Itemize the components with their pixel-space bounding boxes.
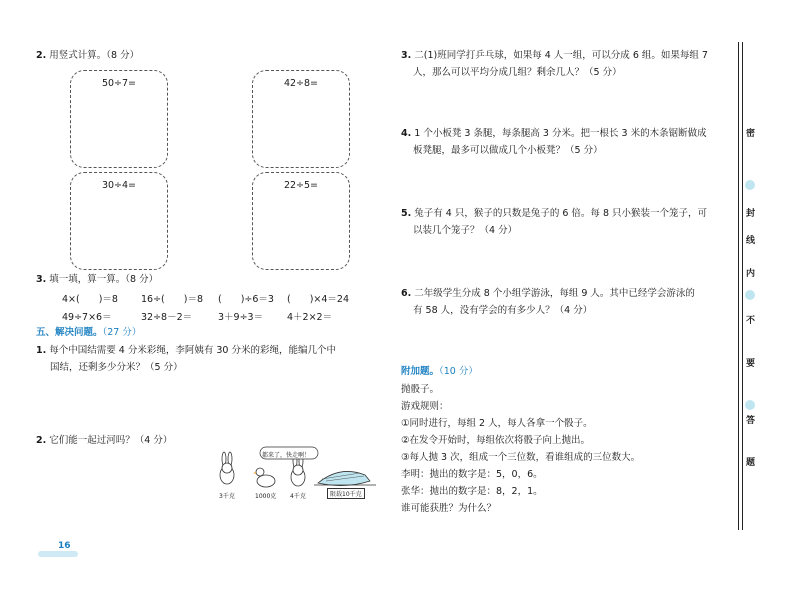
calc-box-1[interactable]: 50÷7= [70,70,168,168]
binding-line [742,42,743,530]
fill-item-3[interactable]: ( )÷6＝3 [218,294,274,305]
boat-icon [314,471,376,485]
q2-title: 2. 用竖式计算。（8 分） [36,50,140,61]
binding-line [738,42,739,530]
bonus-body: 抛骰子。 游戏规则： ①同时进行，每组 2 人，每人各拿一个骰子。 ②在发令开始时，每组依次将骰子向上抛出。 ③每人抛 3 次，组成一个三位数，看谁组成的三位数大。 李明：抛出的数字是：5，0，6。 张华：抛出的数字是：8，2，1。 谁可能获胜？为什么？ [401,384,641,514]
page-number: 16 [58,541,71,551]
seal-char: 题 [746,458,756,468]
problem-5: 5. 兔子有 4 只，猴子的只数是兔子的 6 倍。每 8 只小猴装一个笼子，可 以装几个笼子？（4 分） [401,208,708,236]
calc-item-1[interactable]: 49÷7×6＝ [62,312,112,323]
problem-6: 6. 二年级学生分成 8 个小组学游泳，每组 9 人。其中已经学会游泳的 有 58 人，没有学会的有多少人？（4 分） [401,288,695,316]
seal-char: 答 [746,416,756,426]
calc-box-3[interactable]: 30÷4= [70,172,168,270]
seal-char: 封 [746,209,756,219]
bonus-title: 附加题。（10 分） [401,366,478,377]
fill-item-1[interactable]: 4×( )＝8 [62,294,118,305]
calc-box-4[interactable]: 22÷5= [252,172,350,270]
seal-dot [745,290,755,300]
weight-label-1: 3千克 [219,493,235,500]
fill-item-4[interactable]: ( )×4＝24 [287,294,350,305]
seal-dot [745,400,755,410]
problem-2: 2. 它们能一起过河吗？（4 分） [36,435,173,446]
seal-char: 要 [746,359,756,369]
seal-char: 线 [746,236,756,246]
problem-1: 1. 每个中国结需要 4 分米彩绳，李阿姨有 30 分米的彩绳，能编几个中 国结，还剩多少分米？（5 分） [36,345,336,373]
seal-char: 密 [746,129,756,139]
weight-label-3: 4千克 [290,493,306,500]
seal-char: 内 [746,269,756,279]
calc-item-4[interactable]: 4＋2×2＝ [287,312,333,323]
seal-dot [745,180,755,190]
q3-title: 3. 填一填，算一算。（8 分） [36,274,159,285]
page-number-bar [38,551,78,557]
weight-label-2: 1000克 [255,493,277,500]
fill-item-2[interactable]: 16÷( )＝8 [141,294,204,305]
duck-icon [253,468,275,487]
seal-char: 不 [746,316,756,326]
boat-limit-label: 限载10千克 [327,488,365,499]
problem-3: 3. 二(1)班同学打乒乓球，如果每 4 人一组，可以分成 6 组。如果每组 7 人，那么可以平均分成几组？剩余几人？（5 分） [401,50,708,78]
calc-box-2[interactable]: 42÷8= [252,70,350,168]
calc-item-3[interactable]: 3＋9÷3＝ [218,312,264,323]
section5-title: 五、解决问题。（27 分） [36,327,142,338]
speech-text: 都来了，快走啊！ [262,452,311,459]
calc-item-2[interactable]: 32÷8－2＝ [141,312,193,323]
rabbit-icon [220,452,234,484]
problem-4: 4. 1 个小板凳 3 条腿，每条腿高 3 分米。把一根长 3 米的木条锯断做成 板凳腿，最多可以做成几个小板凳？（5 分） [401,128,707,156]
